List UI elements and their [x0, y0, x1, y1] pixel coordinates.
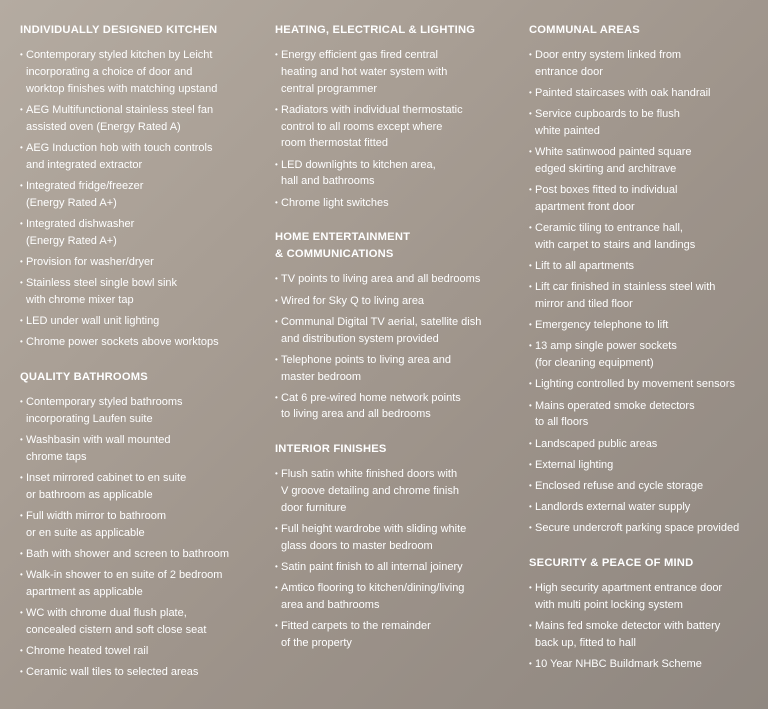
section-interior	[275, 441, 515, 652]
list-item: • AEG Induction hob with touch controls and integrated extractor	[20, 140, 260, 174]
section-entertainment	[275, 229, 515, 423]
list-item: • Communal Digital TV aerial, satellite dish and distribution system provided	[275, 314, 515, 348]
list-item: • Chrome heated towel rail	[20, 643, 260, 660]
list-item: • TV points to living area and all bedrooms	[275, 271, 515, 288]
entertainment-list	[275, 271, 515, 423]
list-item: • Washbasin with wall mounted chrome taps	[20, 432, 260, 466]
section-communal	[529, 22, 765, 537]
list-item: • Door entry system linked from entrance door	[529, 47, 765, 81]
list-item: • Provision for washer/dryer	[20, 254, 260, 271]
section-title-heating: HEATING, ELECTRICAL & LIGHTING	[275, 24, 476, 36]
list-item: • Post boxes fitted to individual apartment front door	[529, 182, 765, 216]
list-item: • Lift car finished in stainless steel with mirror and tiled floor	[529, 279, 765, 313]
security-list	[529, 580, 765, 673]
section-title-kitchen: INDIVIDUALLY DESIGNED KITCHEN	[20, 24, 218, 36]
list-item: • Landscaped public areas	[529, 436, 765, 453]
communal-list	[529, 47, 765, 537]
column-left	[20, 22, 260, 699]
list-item: • 10 Year NHBC Buildmark Scheme	[529, 656, 765, 673]
list-item: • Fitted carpets to the remainder of the property	[275, 618, 515, 652]
list-item: • Inset mirrored cabinet to en suite or bathroom as applicable	[20, 470, 260, 504]
list-item: • Stainless steel single bowl sink with chrome mixer tap	[20, 275, 260, 309]
list-item: • Lift to all apartments	[529, 258, 765, 275]
kitchen-list	[20, 47, 260, 351]
bathrooms-list	[20, 394, 260, 681]
list-item: • LED under wall unit lighting	[20, 313, 260, 330]
section-heating	[275, 22, 515, 211]
list-item: • Painted staircases with oak handrail	[529, 85, 765, 102]
list-item: • Enclosed refuse and cycle storage	[529, 478, 765, 495]
list-item: • Walk-in shower to en suite of 2 bedroom apartment as applicable	[20, 567, 260, 601]
section-security	[529, 555, 765, 673]
list-item: • Landlords external water supply	[529, 499, 765, 516]
section-kitchen	[20, 22, 260, 351]
list-item: • Full height wardrobe with sliding white glass doors to master bedroom	[275, 521, 515, 555]
list-item: • Emergency telephone to lift	[529, 317, 765, 334]
column-middle	[275, 22, 515, 670]
section-title-communal: COMMUNAL AREAS	[529, 24, 640, 36]
list-item: • Contemporary styled kitchen by Leicht incorporating a choice of door and worktop finishes with matching upstand	[20, 47, 260, 97]
list-item: • Service cupboards to be flush white painted	[529, 106, 765, 140]
list-item: • Lighting controlled by movement sensors	[529, 376, 765, 393]
list-item: • High security apartment entrance door with multi point locking system	[529, 580, 765, 614]
interior-list	[275, 466, 515, 652]
section-title-interior: INTERIOR FINISHES	[275, 443, 387, 456]
list-item: • LED downlights to kitchen area, hall and bathrooms	[275, 157, 515, 191]
list-item: • Integrated dishwasher (Energy Rated A+)	[20, 216, 260, 250]
list-item: • Flush satin white finished doors with V groove detailing and chrome finish door furniture	[275, 466, 515, 516]
heating-list	[275, 47, 515, 211]
list-item: • Amtico flooring to kitchen/dining/living area and bathrooms	[275, 580, 515, 614]
list-item: • Secure undercroft parking space provided	[529, 520, 765, 537]
list-item: • Satin paint finish to all internal joinery	[275, 559, 515, 576]
list-item: • 13 amp single power sockets (for cleaning equipment)	[529, 338, 765, 372]
list-item: • Energy efficient gas fired central heating and hot water system with central programmer	[275, 47, 515, 97]
section-bathrooms	[20, 369, 260, 681]
section-title-entertainment: HOME ENTERTAINMENT & COMMUNICATIONS	[275, 231, 411, 261]
list-item: • White satinwood painted square edged skirting and architrave	[529, 144, 765, 178]
list-item: • Ceramic wall tiles to selected areas	[20, 664, 260, 681]
list-item: • Full width mirror to bathroom or en suite as applicable	[20, 508, 260, 542]
list-item: • Chrome light switches	[275, 195, 515, 212]
list-item: • Telephone points to living area and master bedroom	[275, 352, 515, 386]
section-title-security: SECURITY & PEACE OF MIND	[529, 557, 694, 570]
column-right	[529, 22, 765, 691]
list-item: • Mains fed smoke detector with battery back up, fitted to hall	[529, 618, 765, 652]
list-item: • Chrome power sockets above worktops	[20, 334, 260, 351]
list-item: • External lighting	[529, 457, 765, 474]
section-title-bathrooms: QUALITY BATHROOMS	[20, 370, 148, 383]
list-item: • Ceramic tiling to entrance hall, with carpet to stairs and landings	[529, 220, 765, 254]
list-item: • Wired for Sky Q to living area	[275, 293, 515, 310]
list-item: • Cat 6 pre-wired home network points to living area and all bedrooms	[275, 390, 515, 424]
list-item: • Contemporary styled bathrooms incorporating Laufen suite	[20, 394, 260, 428]
list-item: • Radiators with individual thermostatic control to all rooms except where room thermostat fitted	[275, 102, 515, 152]
list-item: • Integrated fridge/freezer (Energy Rated A+)	[20, 178, 260, 212]
list-item: • Mains operated smoke detectors to all floors	[529, 398, 765, 432]
list-item: • AEG Multifunctional stainless steel fan assisted oven (Energy Rated A)	[20, 102, 260, 136]
list-item: • Bath with shower and screen to bathroom	[20, 546, 260, 563]
list-item: • WC with chrome dual flush plate, concealed cistern and soft close seat	[20, 605, 260, 639]
